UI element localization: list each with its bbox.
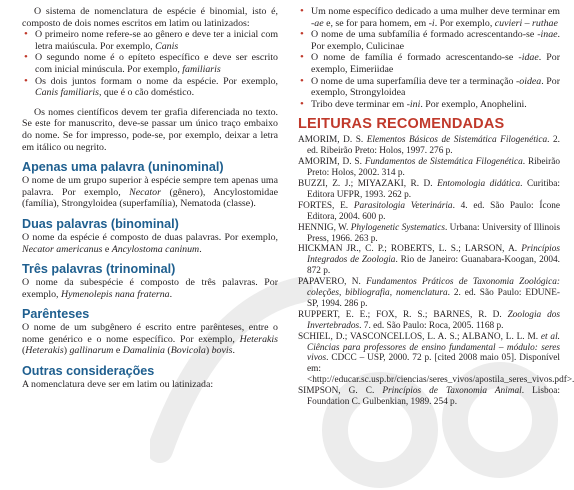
list-item: • O nome de família é formado acrescentando-se -idae. Por exemplo, Eimeriidae xyxy=(300,51,560,75)
section-paragraph: A nomenclatura deve ser em latim ou latinizada: xyxy=(22,379,214,391)
section-heading: Apenas uma palavra (uninominal) xyxy=(22,160,224,175)
reference-item: SIMPSON, G. C. Princípios de Taxonomia Animal. Lisboa: Foundation C. Gulbenkian, 1989. 254 p. xyxy=(298,386,560,408)
bullet-icon: • xyxy=(300,28,304,41)
section-heading: Três palavras (trinominal) xyxy=(22,262,176,277)
reference-item: PAPAVERO, N. Fundamentos Práticos de Taxonomia Zoológica: coleções, bibliografia, nomenclatura. 2. ed. São Paulo: EDUNE-SP, 1994. 286 p. xyxy=(298,277,560,309)
bullet-icon: • xyxy=(300,5,304,17)
reference-item: AMORIM, D. S. Elementos Básicos de Sistemática Filogenética. 2. ed. Ribeirão Preto: Holos, 1997. 276 p. xyxy=(298,135,560,157)
naming-rules-list xyxy=(22,29,278,99)
references-title: LEITURAS RECOMENDADAS xyxy=(298,116,505,133)
reference-item: SCHIEL, D.; VASCONCELLOS, L. A. S.; ALBANO, L. L. M. et al. Ciências para professores de ensino fundamental – módulo: seres vivos. CDCC – USP, 2000. 72 p. [cited 2008 maio 05]. Disponível em: <http://educar.sc.usp.br/ciencias/seres_vivos/apostila_seres_vivos.pdf>. xyxy=(298,331,574,386)
section-paragraph: O nome da espécie é composto de duas palavras. Por exemplo, Necator americanus e Ancylostoma caninum. xyxy=(22,231,278,255)
list-item: • O primeiro nome refere-se ao gênero e deve ter a inicial com letra maiúscula. Por exemplo, Canis xyxy=(24,28,278,52)
bullet-icon: • xyxy=(300,97,304,110)
left-column xyxy=(22,6,278,391)
right-column xyxy=(298,5,574,408)
list-item: • Tribo deve terminar em -ini. Por exemplo, Anophelini. xyxy=(300,97,527,110)
list-item: • O nome de uma subfamília é formado acrescentando-se -inae. Por exemplo, Culicinae xyxy=(300,28,560,52)
intro-paragraph: O sistema de nomenclatura de espécie é binomial, isto é, composto de dois nomes escritos em latim ou latinizados: xyxy=(22,6,278,29)
list-item: • O nome de uma superfamília deve ter a terminação -oidea. Por exemplo, Strongyloidea xyxy=(300,74,560,99)
reference-item: BUZZI, Z. J.; MIYAZAKI, R. D. Entomologia didática. Curitiba: Editora UFPR, 1993. 262 p. xyxy=(298,178,561,200)
reference-item: HENNIG, W. Phylogenetic Systematics. Urbana: University of Illinois Press, 1966. 263 p. xyxy=(298,222,560,244)
section-paragraph: O nome de um grupo superior à espécie sempre tem apenas uma palavra. Por exemplo, Necator (gênero), Ancylostomidae (família), Strongyloidea (superfamília), Nematoda (classe). xyxy=(22,175,279,210)
section-heading: Outras considerações xyxy=(22,364,155,379)
bullet-icon: • xyxy=(24,74,28,87)
reference-item: HICKMAN JR., C. P.; ROBERTS, L. S.; LARSON, A. Princípios Integrados de Zoologia. Rio de Janeiro: Guanabara-Koogan, 2004. 872 p. xyxy=(298,244,560,277)
reference-item: RUPPERT, E. E.; FOX, R. S.; BARNES, R. D. Zoologia dos Invertebrados. 7. ed. São Paulo: Roca, 2005. 1168 p. xyxy=(298,309,560,331)
section-heading: Parênteses xyxy=(22,307,90,322)
list-item: • O segundo nome é o epíteto específico e deve ser escrito com inicial minúscula. Por exemplo, familiaris xyxy=(24,51,278,75)
ending-rules-list xyxy=(298,6,560,110)
bullet-icon: • xyxy=(24,51,28,64)
formatting-paragraph: Os nomes científicos devem ter grafia diferenciada no texto. Se este for manuscrito, deve-se passar um único traço embaixo do nome. Se for impresso, pode-se, por exemplo, deixar a letra em itálico ou negrito. xyxy=(22,106,278,153)
list-item: • Um nome específico dedicado a uma mulher deve terminar em -ae e, se for para homem, em -i. Por exemplo, cuvieri – ruthae xyxy=(300,5,560,29)
bullet-icon: • xyxy=(24,28,28,41)
bullet-icon: • xyxy=(300,51,304,64)
list-item: • Os dois juntos formam o nome da espécie. Por exemplo, Canis familiaris, que é o cão doméstico. xyxy=(24,74,278,99)
section-paragraph: O nome de um subgênero é escrito entre parênteses, entre o nome genérico e o nome específico. Por exemplo, Heterakis (Heterakis) gallinarum e Damalinia (Bovicola) bovis. xyxy=(22,322,278,357)
bullet-icon: • xyxy=(300,74,304,87)
reference-item: FORTES, E. Parasitologia Veterinária. 4. ed. São Paulo: Ícone Editora, 2004. 600 p. xyxy=(298,200,561,222)
section-heading: Duas palavras (binominal) xyxy=(22,216,179,231)
reference-item: AMORIM, D. S. Fundamentos de Sistemática Filogenética. Ribeirão Preto: Holos, 2002. 314 p. xyxy=(298,157,560,179)
section-paragraph: O nome da subespécie é composto de três palavras. Por exemplo, Hymenolepis nana fraterna. xyxy=(22,277,278,300)
references-list xyxy=(298,135,574,408)
